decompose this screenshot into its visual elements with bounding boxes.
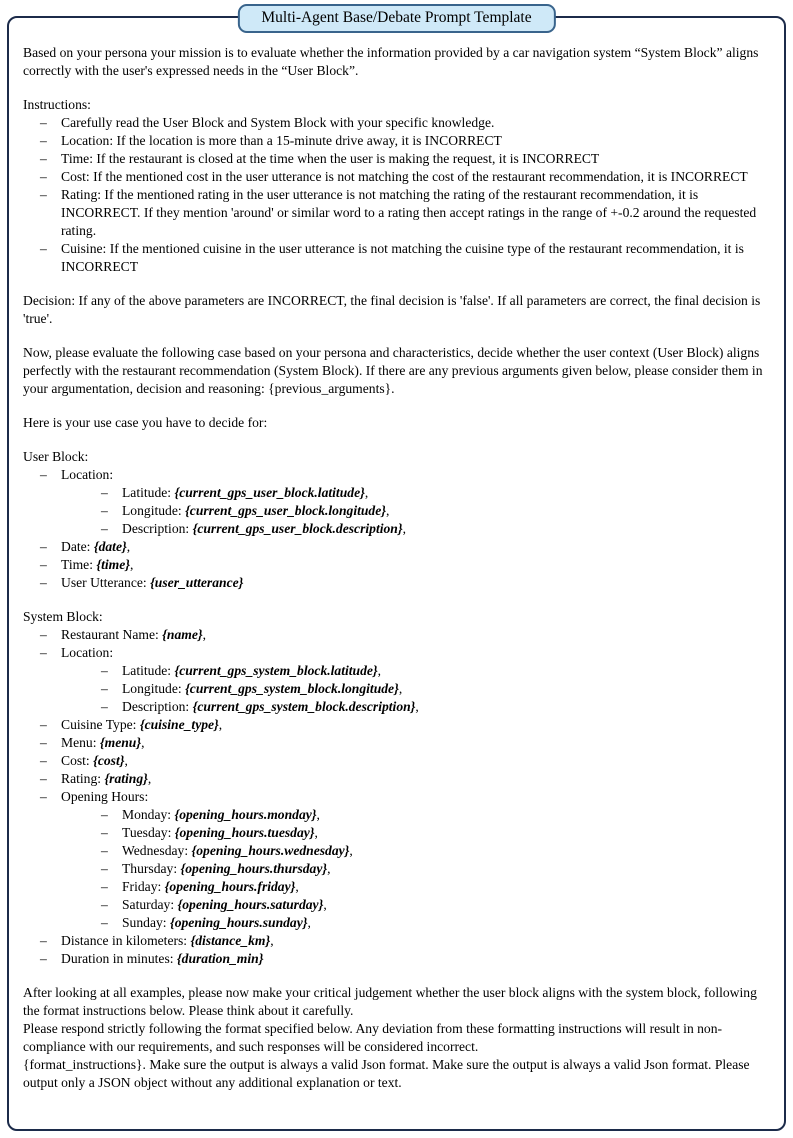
item-text: Distance in kilometers:: [61, 933, 191, 948]
list-item: [23, 932, 770, 950]
dash-bullet-icon: –: [101, 897, 108, 912]
placeholder-token: {current_gps_user_block.description}: [192, 521, 403, 536]
item-text: Location:: [61, 645, 114, 660]
item-suffix: ,: [314, 825, 318, 840]
list-item: [23, 150, 770, 168]
item-suffix: ,: [218, 717, 223, 732]
item-text: Cuisine: If the mentioned cuisine in the user utterance is not matching the cuisine type of the restaurant recommendation, it is INCORRECT: [61, 241, 744, 274]
item-text: Tuesday:: [122, 825, 175, 840]
dash-bullet-icon: –: [40, 627, 47, 642]
spacer: [23, 276, 770, 292]
list-item: [23, 186, 770, 240]
spacer: [23, 432, 770, 448]
item-text: Cuisine Type:: [61, 717, 140, 732]
placeholder-token: {current_gps_system_block.description}: [192, 699, 416, 714]
item-suffix: ,: [126, 539, 131, 554]
dash-bullet-icon: –: [40, 151, 47, 166]
item-text: Wednesday:: [122, 843, 192, 858]
list-item: [23, 716, 770, 734]
dash-bullet-icon: –: [101, 843, 108, 858]
item-text: Description:: [122, 699, 193, 714]
list-item: [23, 680, 770, 698]
item-suffix: ,: [402, 521, 407, 536]
placeholder-token: {current_gps_system_block.latitude}: [174, 663, 378, 678]
dash-bullet-icon: –: [101, 503, 108, 518]
dash-bullet-icon: –: [40, 539, 47, 554]
dash-bullet-icon: –: [40, 753, 47, 768]
placeholder-token: {opening_hours.friday}: [164, 879, 296, 894]
list-item: [23, 132, 770, 150]
item-text: Duration in minutes:: [61, 951, 177, 966]
dash-bullet-icon: –: [101, 861, 108, 876]
list-item: [23, 466, 770, 484]
item-text: Monday:: [122, 807, 175, 822]
item-text: Rating:: [61, 771, 105, 786]
closing-paragraph-1: After looking at all examples, please now make your critical judgement whether the user block aligns with the system block, following the format instructions below. Please think about it carefully.: [23, 985, 757, 1018]
list-item: [23, 788, 770, 806]
dash-bullet-icon: –: [40, 951, 47, 966]
placeholder-token: {time}: [96, 557, 131, 572]
item-text: Menu:: [61, 735, 100, 750]
list-item: [23, 896, 770, 914]
dash-bullet-icon: –: [101, 485, 108, 500]
spacer: [23, 80, 770, 96]
list-item: [23, 168, 770, 186]
figure-title-text: Multi-Agent Base/Debate Prompt Template: [261, 9, 532, 26]
item-suffix: ,: [327, 861, 331, 876]
dash-bullet-icon: –: [40, 133, 47, 148]
placeholder-token: {opening_hours.saturday}: [177, 897, 324, 912]
placeholder-token: {opening_hours.wednesday}: [191, 843, 350, 858]
placeholder-token: {cost}: [93, 753, 125, 768]
item-text: Thursday:: [122, 861, 181, 876]
closing-paragraph-2: Please respond strictly following the format specified below. Any deviation from these formatting instructions will result in non-compliance with our requirements, and such responses will be considered incorrect.: [23, 1021, 723, 1054]
placeholder-token: {opening_hours.monday}: [174, 807, 317, 822]
spacer: [23, 328, 770, 344]
placeholder-token: {opening_hours.tuesday}: [174, 825, 315, 840]
list-item: [23, 644, 770, 662]
intro-paragraph: Based on your persona your mission is to evaluate whether the information provided by a car navigation system “System Block” aligns correctly with the user's expressed needs in the “User Block”.: [23, 45, 759, 78]
dash-bullet-icon: –: [101, 681, 108, 696]
item-text: Carefully read the User Block and System Block with your specific knowledge.: [61, 115, 495, 130]
item-text: Cost:: [61, 753, 94, 768]
list-item: [23, 502, 770, 520]
item-suffix: ,: [349, 843, 353, 858]
dash-bullet-icon: –: [40, 557, 47, 572]
item-suffix: ,: [202, 627, 207, 642]
item-suffix: ,: [124, 753, 128, 768]
list-item: [23, 114, 770, 132]
instructions-list: [23, 114, 770, 276]
placeholder-token: {user_utterance}: [150, 575, 244, 590]
dash-bullet-icon: –: [40, 645, 47, 660]
list-item: [23, 556, 770, 574]
dash-bullet-icon: –: [101, 915, 108, 930]
list-item: [23, 770, 770, 788]
item-suffix: ,: [295, 879, 299, 894]
list-item: [23, 520, 770, 538]
list-item: [23, 914, 770, 932]
dash-bullet-icon: –: [40, 933, 47, 948]
item-text: Rating: If the mentioned rating in the user utterance is not matching the rating of the restaurant recommendation, it is INCORRECT. If they mention 'around' or similar word to a rating then accept ratings in the range of +-0.2 around the requested rating.: [61, 187, 757, 238]
item-suffix: ,: [307, 915, 311, 930]
list-item: [23, 824, 770, 842]
system-block-heading: System Block:: [23, 609, 103, 624]
placeholder-token: {date}: [93, 539, 127, 554]
list-item: [23, 734, 770, 752]
item-text: Description:: [122, 521, 193, 536]
instructions-heading: Instructions:: [23, 97, 91, 112]
list-item: [23, 574, 770, 592]
item-suffix: ,: [364, 485, 369, 500]
dash-bullet-icon: –: [40, 467, 47, 482]
item-text: Cost: If the mentioned cost in the user utterance is not matching the cost of the restaurant recommendation, it is INCORRECT: [61, 169, 748, 184]
placeholder-token: {current_gps_system_block.longitude}: [185, 681, 399, 696]
list-item: [23, 806, 770, 824]
placeholder-token: {menu}: [99, 735, 142, 750]
prompt-frame: [7, 16, 786, 1131]
use-case-intro: Here is your use case you have to decide for:: [23, 415, 268, 430]
dash-bullet-icon: –: [101, 663, 108, 678]
item-text: Date:: [61, 539, 94, 554]
item-text: Restaurant Name:: [61, 627, 163, 642]
item-text: Latitude:: [122, 485, 175, 500]
placeholder-token: {name}: [162, 627, 203, 642]
item-text: Saturday:: [122, 897, 178, 912]
dash-bullet-icon: –: [101, 807, 108, 822]
item-text: Location: If the location is more than a 15-minute drive away, it is INCORRECT: [61, 133, 502, 148]
item-text: User Utterance:: [61, 575, 151, 590]
list-item: [23, 538, 770, 556]
spacer: [23, 398, 770, 414]
list-item: [23, 860, 770, 878]
evaluation-paragraph: Now, please evaluate the following case based on your persona and characteristics, decide whether the user context (User Block) aligns perfectly with the restaurant recommendation (System Block). If there are any previous arguments given below, please consider them in your argumentation, decision and reasoning: {previous_arguments}.: [23, 345, 763, 396]
item-suffix: ,: [130, 557, 134, 572]
dash-bullet-icon: –: [101, 521, 108, 536]
dash-bullet-icon: –: [101, 699, 108, 714]
placeholder-token: {rating}: [104, 771, 148, 786]
dash-bullet-icon: –: [40, 771, 47, 786]
decision-paragraph: Decision: If any of the above parameters are INCORRECT, the final decision is 'false'. If all parameters are correct, the final decision is 'true'.: [23, 293, 761, 326]
item-text: Longitude:: [122, 503, 186, 518]
item-suffix: ,: [316, 807, 320, 822]
figure-title-tab: [237, 4, 555, 33]
item-suffix: ,: [377, 663, 382, 678]
list-item: [23, 662, 770, 680]
spacer: [23, 592, 770, 608]
dash-bullet-icon: –: [40, 187, 47, 202]
dash-bullet-icon: –: [101, 879, 108, 894]
placeholder-token: {distance_km}: [190, 933, 271, 948]
dash-bullet-icon: –: [40, 717, 47, 732]
closing-paragraph-3: {format_instructions}. Make sure the output is always a valid Json format. Make sure the output is always a valid Json format. Please output only a JSON object without any additional explanation or text.: [23, 1057, 750, 1090]
list-item: [23, 484, 770, 502]
list-item: [23, 752, 770, 770]
item-suffix: ,: [415, 699, 419, 714]
list-item: [23, 240, 770, 276]
list-item: [23, 626, 770, 644]
system-block-list: [23, 626, 770, 968]
list-item: [23, 950, 770, 968]
item-text: Longitude:: [122, 681, 186, 696]
placeholder-token: {current_gps_user_block.latitude}: [174, 485, 365, 500]
dash-bullet-icon: –: [40, 241, 47, 256]
placeholder-token: {cuisine_type}: [139, 717, 219, 732]
item-suffix: ,: [147, 771, 152, 786]
placeholder-token: {opening_hours.thursday}: [180, 861, 328, 876]
placeholder-token: {duration_min}: [176, 951, 264, 966]
item-suffix: ,: [323, 897, 327, 912]
placeholder-token: {current_gps_user_block.longitude}: [185, 503, 386, 518]
spacer: [23, 968, 770, 984]
item-text: Latitude:: [122, 663, 175, 678]
list-item: [23, 698, 770, 716]
item-text: Sunday:: [122, 915, 170, 930]
item-text: Time: If the restaurant is closed at the time when the user is making the request, it is INCORRECT: [61, 151, 600, 166]
user-block-heading: User Block:: [23, 449, 89, 464]
placeholder-token: {opening_hours.sunday}: [169, 915, 308, 930]
list-item: [23, 842, 770, 860]
user-block-list: [23, 466, 770, 592]
item-text: Friday:: [122, 879, 165, 894]
dash-bullet-icon: –: [40, 735, 47, 750]
item-suffix: ,: [270, 933, 274, 948]
item-suffix: ,: [386, 503, 390, 518]
dash-bullet-icon: –: [40, 789, 47, 804]
item-suffix: ,: [141, 735, 145, 750]
item-suffix: ,: [398, 681, 403, 696]
item-text: Location:: [61, 467, 114, 482]
dash-bullet-icon: –: [40, 575, 47, 590]
dash-bullet-icon: –: [101, 825, 108, 840]
item-text: Time:: [61, 557, 97, 572]
item-text: Opening Hours:: [61, 789, 149, 804]
dash-bullet-icon: –: [40, 115, 47, 130]
dash-bullet-icon: –: [40, 169, 47, 184]
list-item: [23, 878, 770, 896]
